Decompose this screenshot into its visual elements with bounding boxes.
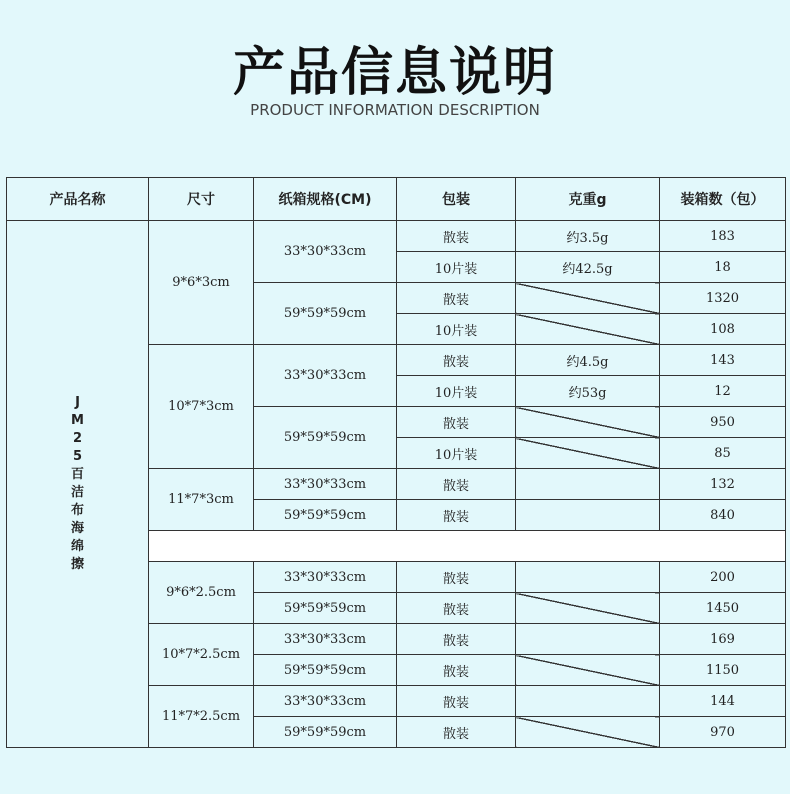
product-name-char: 布 bbox=[70, 503, 84, 518]
weight-cell: 约53g bbox=[516, 376, 660, 407]
count-cell: 200 bbox=[660, 562, 786, 593]
count-cell: 840 bbox=[660, 500, 786, 531]
weight-cell-empty bbox=[516, 717, 660, 748]
count-cell: 85 bbox=[660, 438, 786, 469]
count-cell: 1150 bbox=[660, 655, 786, 686]
product-name-char: 5 bbox=[72, 449, 83, 464]
packing-cell: 散装 bbox=[397, 655, 516, 686]
packing-cell: 散装 bbox=[397, 469, 516, 500]
packing-cell: 散装 bbox=[397, 407, 516, 438]
separator-cell bbox=[149, 531, 786, 562]
count-cell: 950 bbox=[660, 407, 786, 438]
box-spec-cell: 33*30*33cm bbox=[254, 686, 397, 717]
header-product-name: 产品名称 bbox=[7, 178, 149, 221]
box-spec-cell: 59*59*59cm bbox=[254, 407, 397, 469]
size-cell: 11*7*2.5cm bbox=[149, 686, 254, 748]
packing-cell: 10片装 bbox=[397, 438, 516, 469]
product-name-char: 2 bbox=[72, 431, 83, 446]
box-spec-cell: 33*30*33cm bbox=[254, 562, 397, 593]
size-cell: 10*7*3cm bbox=[149, 345, 254, 469]
count-cell: 143 bbox=[660, 345, 786, 376]
box-spec-cell: 59*59*59cm bbox=[254, 655, 397, 686]
box-spec-cell: 59*59*59cm bbox=[254, 593, 397, 624]
size-cell: 9*6*2.5cm bbox=[149, 562, 254, 624]
size-cell: 11*7*3cm bbox=[149, 469, 254, 531]
product-name-char: 擦 bbox=[70, 557, 84, 572]
product-name-char: 百 bbox=[70, 467, 84, 482]
weight-cell: 约4.5g bbox=[516, 345, 660, 376]
count-cell: 144 bbox=[660, 686, 786, 717]
packing-cell: 散装 bbox=[397, 717, 516, 748]
product-name-char: 绵 bbox=[70, 539, 84, 554]
weight-cell-empty bbox=[516, 655, 660, 686]
count-cell: 108 bbox=[660, 314, 786, 345]
box-spec-cell: 59*59*59cm bbox=[254, 500, 397, 531]
count-cell: 183 bbox=[660, 221, 786, 252]
packing-cell: 散装 bbox=[397, 624, 516, 655]
packing-cell: 散装 bbox=[397, 562, 516, 593]
product-info-table bbox=[6, 177, 786, 748]
box-spec-cell: 59*59*59cm bbox=[254, 717, 397, 748]
size-cell: 10*7*2.5cm bbox=[149, 624, 254, 686]
product-name-char: 洁 bbox=[70, 485, 84, 500]
count-cell: 12 bbox=[660, 376, 786, 407]
weight-cell-empty bbox=[516, 314, 660, 345]
packing-cell: 散装 bbox=[397, 345, 516, 376]
weight-cell-empty bbox=[516, 686, 660, 717]
packing-cell: 散装 bbox=[397, 500, 516, 531]
table-header-row bbox=[7, 178, 786, 221]
weight-cell-empty bbox=[516, 593, 660, 624]
packing-cell: 散装 bbox=[397, 221, 516, 252]
weight-cell: 约42.5g bbox=[516, 252, 660, 283]
product-name-cell bbox=[7, 221, 149, 748]
weight-cell: 约3.5g bbox=[516, 221, 660, 252]
count-cell: 169 bbox=[660, 624, 786, 655]
weight-cell-empty bbox=[516, 407, 660, 438]
box-spec-cell: 59*59*59cm bbox=[254, 283, 397, 345]
size-cell: 9*6*3cm bbox=[149, 221, 254, 345]
header-box-count: 装箱数（包） bbox=[660, 178, 786, 221]
product-name-char: J bbox=[75, 395, 80, 410]
header-weight: 克重g bbox=[516, 178, 660, 221]
weight-cell-empty bbox=[516, 283, 660, 314]
header-size: 尺寸 bbox=[149, 178, 254, 221]
page-title: 产品信息说明 bbox=[232, 43, 557, 103]
weight-cell-empty bbox=[516, 438, 660, 469]
packing-cell: 散装 bbox=[397, 593, 516, 624]
box-spec-cell: 33*30*33cm bbox=[254, 345, 397, 407]
packing-cell: 10片装 bbox=[397, 252, 516, 283]
product-name-char: 海 bbox=[70, 521, 84, 536]
header-box-spec: 纸箱规格(CM) bbox=[254, 178, 397, 221]
packing-cell: 10片装 bbox=[397, 376, 516, 407]
count-cell: 18 bbox=[660, 252, 786, 283]
header-packing: 包装 bbox=[397, 178, 516, 221]
product-name-char: M bbox=[71, 413, 84, 428]
box-spec-cell: 33*30*33cm bbox=[254, 469, 397, 500]
count-cell: 132 bbox=[660, 469, 786, 500]
count-cell: 1450 bbox=[660, 593, 786, 624]
packing-cell: 10片装 bbox=[397, 314, 516, 345]
packing-cell: 散装 bbox=[397, 686, 516, 717]
weight-cell-empty bbox=[516, 562, 660, 593]
box-spec-cell: 33*30*33cm bbox=[254, 624, 397, 655]
weight-cell-empty bbox=[516, 469, 660, 500]
weight-cell-empty bbox=[516, 500, 660, 531]
weight-cell-empty bbox=[516, 624, 660, 655]
count-cell: 1320 bbox=[660, 283, 786, 314]
table-row bbox=[7, 221, 786, 252]
box-spec-cell: 33*30*33cm bbox=[254, 221, 397, 283]
page-subtitle: PRODUCT INFORMATION DESCRIPTION bbox=[250, 101, 540, 119]
count-cell: 970 bbox=[660, 717, 786, 748]
packing-cell: 散装 bbox=[397, 283, 516, 314]
